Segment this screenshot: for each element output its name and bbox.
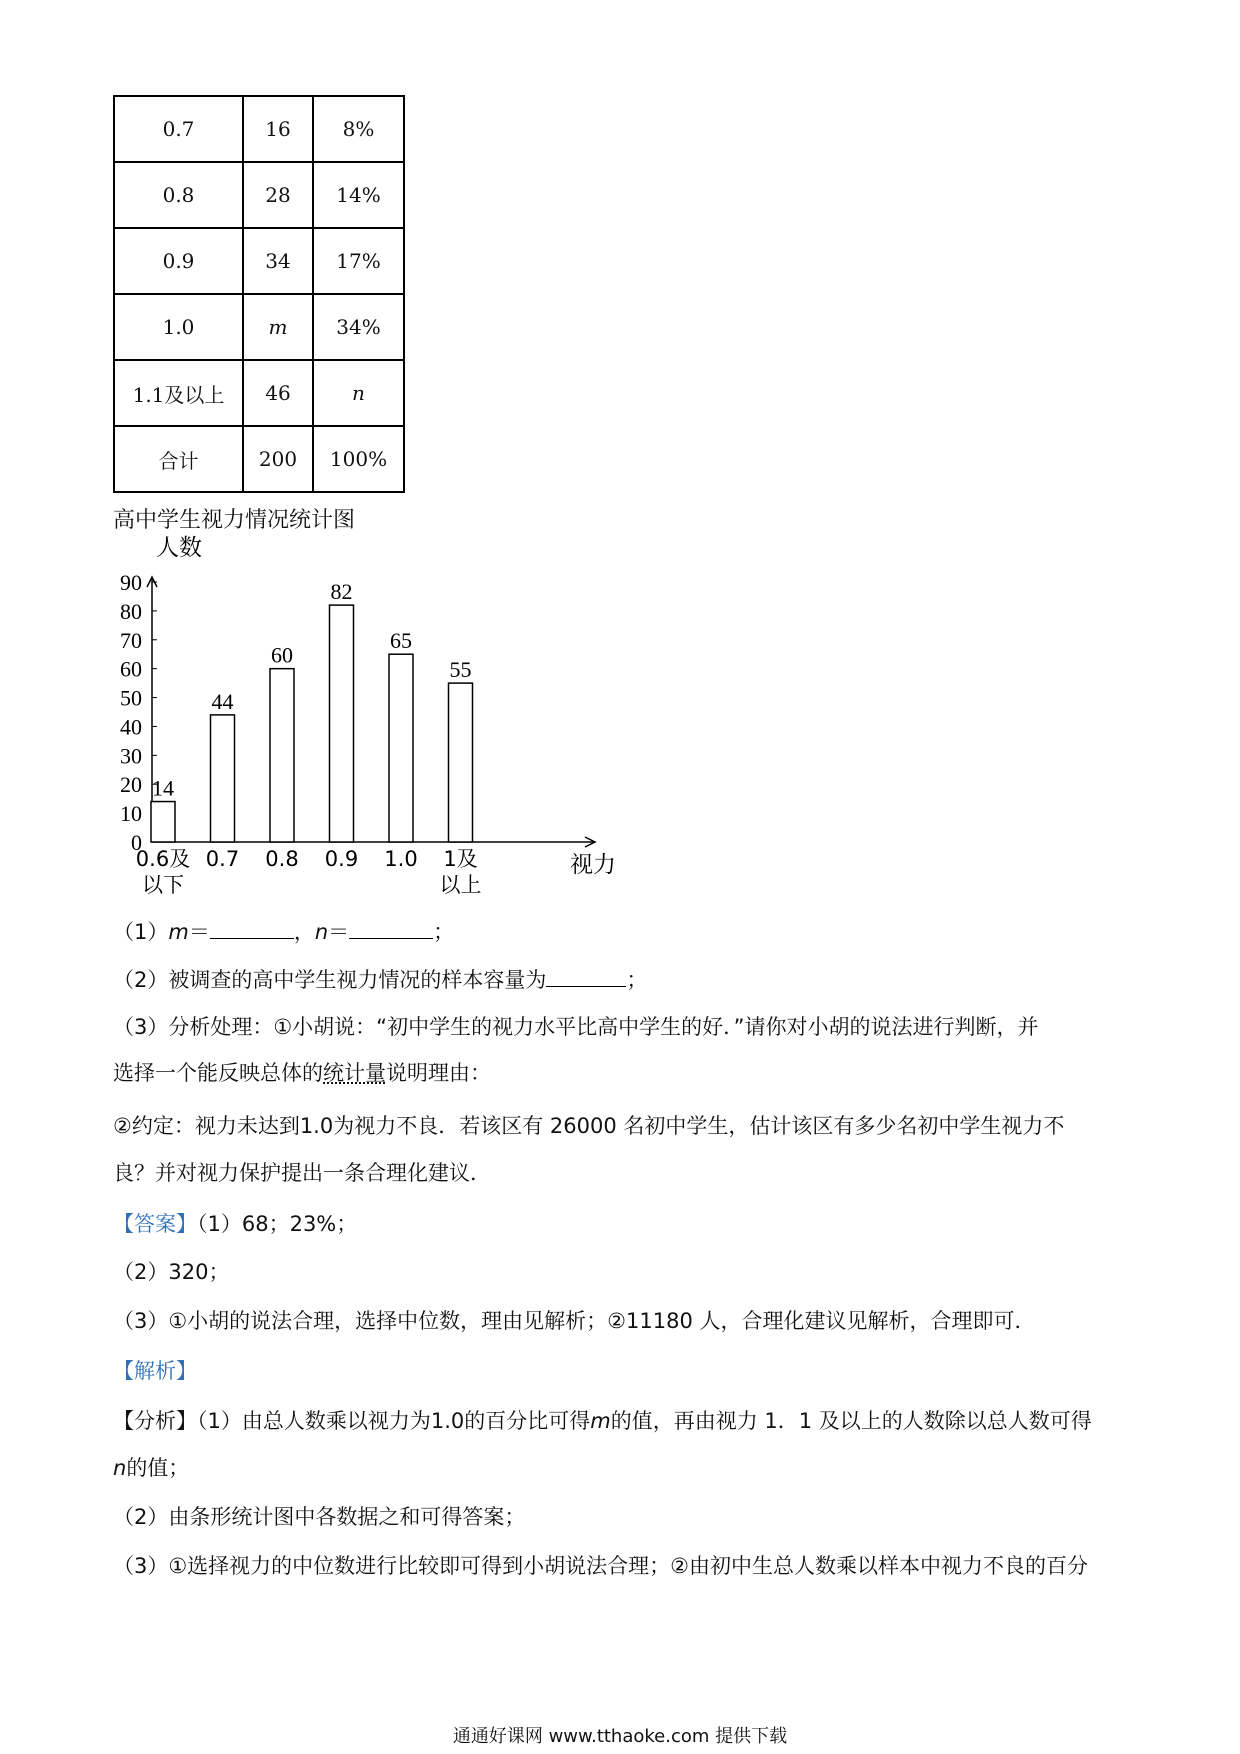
q2-text: （2）被调查的高中学生视力情况的样本容量为 [113,968,547,992]
question-3-line-2 [113,1058,491,1088]
y-tick-label: 80 [120,598,142,624]
table-cell: 17% [313,228,404,294]
table-row [114,360,404,426]
footer: 通通好课网 www.tthaoke.com 提供下载 [452,1726,788,1747]
x-tick-label: 以下 [142,873,184,897]
bar-chart [100,535,640,905]
bar-data-label: 14 [152,775,174,801]
analysis-line-2 [113,1453,189,1483]
q3-line2c: 说明理由： [386,1061,491,1085]
q2-end: ； [626,968,648,992]
answer-3: （3）①小胡的说法合理，选择中位数，理由见解析；②11180 人，合理化建议见解析，合理即可． [113,1309,1036,1333]
x-tick-label: 0.6及 [135,847,191,871]
x-tick-label: 1及 [443,847,478,871]
analysis-tag: 【解析】 [113,1359,197,1383]
y-tick-label: 40 [120,714,142,740]
table-cell: 28 [243,162,313,228]
q1-eq1: ＝ [188,920,210,944]
table-cell: 0.8 [114,162,243,228]
x-tick-label: 1.0 [384,847,418,871]
question-3-line-1: （3）分析处理：①小胡说：“初中学生的视力水平比高中学生的好．”请你对小胡的说法进行判断，并 [113,1015,1039,1039]
q1-eq2: ＝ [328,920,350,944]
table-row [114,96,404,162]
q1-prefix: （1） [113,920,169,944]
q2-blank[interactable] [546,964,626,987]
q1-blank-n[interactable] [349,916,433,939]
q1-end: ； [433,920,455,944]
y-tick-label: 20 [120,772,142,798]
bar-data-label: 44 [211,688,234,714]
vision-table [113,95,405,493]
q3-emphasis: 统计量 [323,1061,386,1085]
question-1 [113,916,454,947]
y-tick-label: 0 [131,830,142,855]
analysis-n: n [113,1456,127,1480]
table-cell: 0.7 [114,96,243,162]
table-cell: 0.9 [114,228,243,294]
bar [330,605,354,842]
answer-tag: 【答案】 [113,1212,197,1236]
q1-m: m [168,920,189,944]
y-tick-label: 30 [120,743,142,769]
bar-data-label: 55 [449,657,472,683]
table-cell: 1.1及以上 [114,360,243,426]
table-cell: 100% [313,426,404,492]
x-tick-label: 0.9 [324,847,359,871]
y-tick-label: 60 [120,656,142,682]
table-row [114,162,404,228]
q1-n: n [314,920,329,944]
analysis-line-3: （2）由条形统计图中各数据之和可得答案； [113,1505,526,1529]
bar [211,715,235,842]
answer-2: （2）320； [113,1260,230,1284]
analysis-line-1 [113,1406,1092,1436]
y-tick-label: 10 [120,801,142,827]
x-tick-label: 以上 [439,873,482,897]
bar [270,669,294,842]
analysis-m: m [590,1409,611,1433]
table-cell: 1.0 [114,294,243,360]
bar [389,654,413,842]
answer-1 [113,1209,357,1239]
bar [151,802,175,842]
table-cell: n [313,360,404,426]
x-axis-label: 视力 [570,852,616,878]
table-row [114,294,404,360]
bar-data-label: 82 [330,579,353,605]
table-cell: m [243,294,313,360]
table-row [114,228,404,294]
table-row [114,426,404,492]
table-cell: 34 [243,228,313,294]
question-2 [113,964,647,995]
y-tick-label: 50 [120,685,142,711]
q3-line2a: 选择一个能反映总体的 [113,1061,323,1085]
answer-text-1: （1）68；23%； [197,1212,358,1236]
y-axis-label: 人数 [156,535,202,561]
bar-data-label: 65 [390,628,412,654]
table-cell: 46 [243,360,313,426]
x-tick-label: 0.7 [205,847,240,871]
question-3-line-4: 良？并对视力保护提出一条合理化建议． [113,1161,491,1185]
bar [449,683,473,842]
chart-title: 高中学生视力情况统计图 [113,508,356,533]
table-cell: 8% [313,96,404,162]
table-cell: 34% [313,294,404,360]
y-tick-label: 90 [120,570,142,595]
x-tick-label: 0.8 [265,847,299,871]
analysis-l1b: 的值，再由视力 1．1 及以上的人数除以总人数可得 [610,1409,1092,1433]
analysis-l1a: （1）由总人数乘以视力为1.0的百分比可得 [197,1409,591,1433]
q1-blank-m[interactable] [210,916,294,939]
bar-data-label: 60 [271,642,293,668]
q1-sep: ， [293,920,315,944]
table-cell: 200 [243,426,313,492]
analysis-fx-tag: 【分析】 [113,1409,197,1433]
analysis-line-4: （3）①选择视力的中位数进行比较即可得到小胡说法合理；②由初中生总人数乘以样本中视力不良的百分 [113,1554,1089,1578]
table-cell: 14% [313,162,404,228]
analysis-l2b: 的值； [126,1456,190,1480]
y-tick-label: 70 [120,627,142,653]
table-cell: 16 [243,96,313,162]
question-3-line-3: ②约定：视力未达到1.0为视力不良．若该区有 26000 名初中学生，估计该区有多少名初中学生视力不 [113,1114,1065,1138]
table-cell: 合计 [114,426,243,492]
